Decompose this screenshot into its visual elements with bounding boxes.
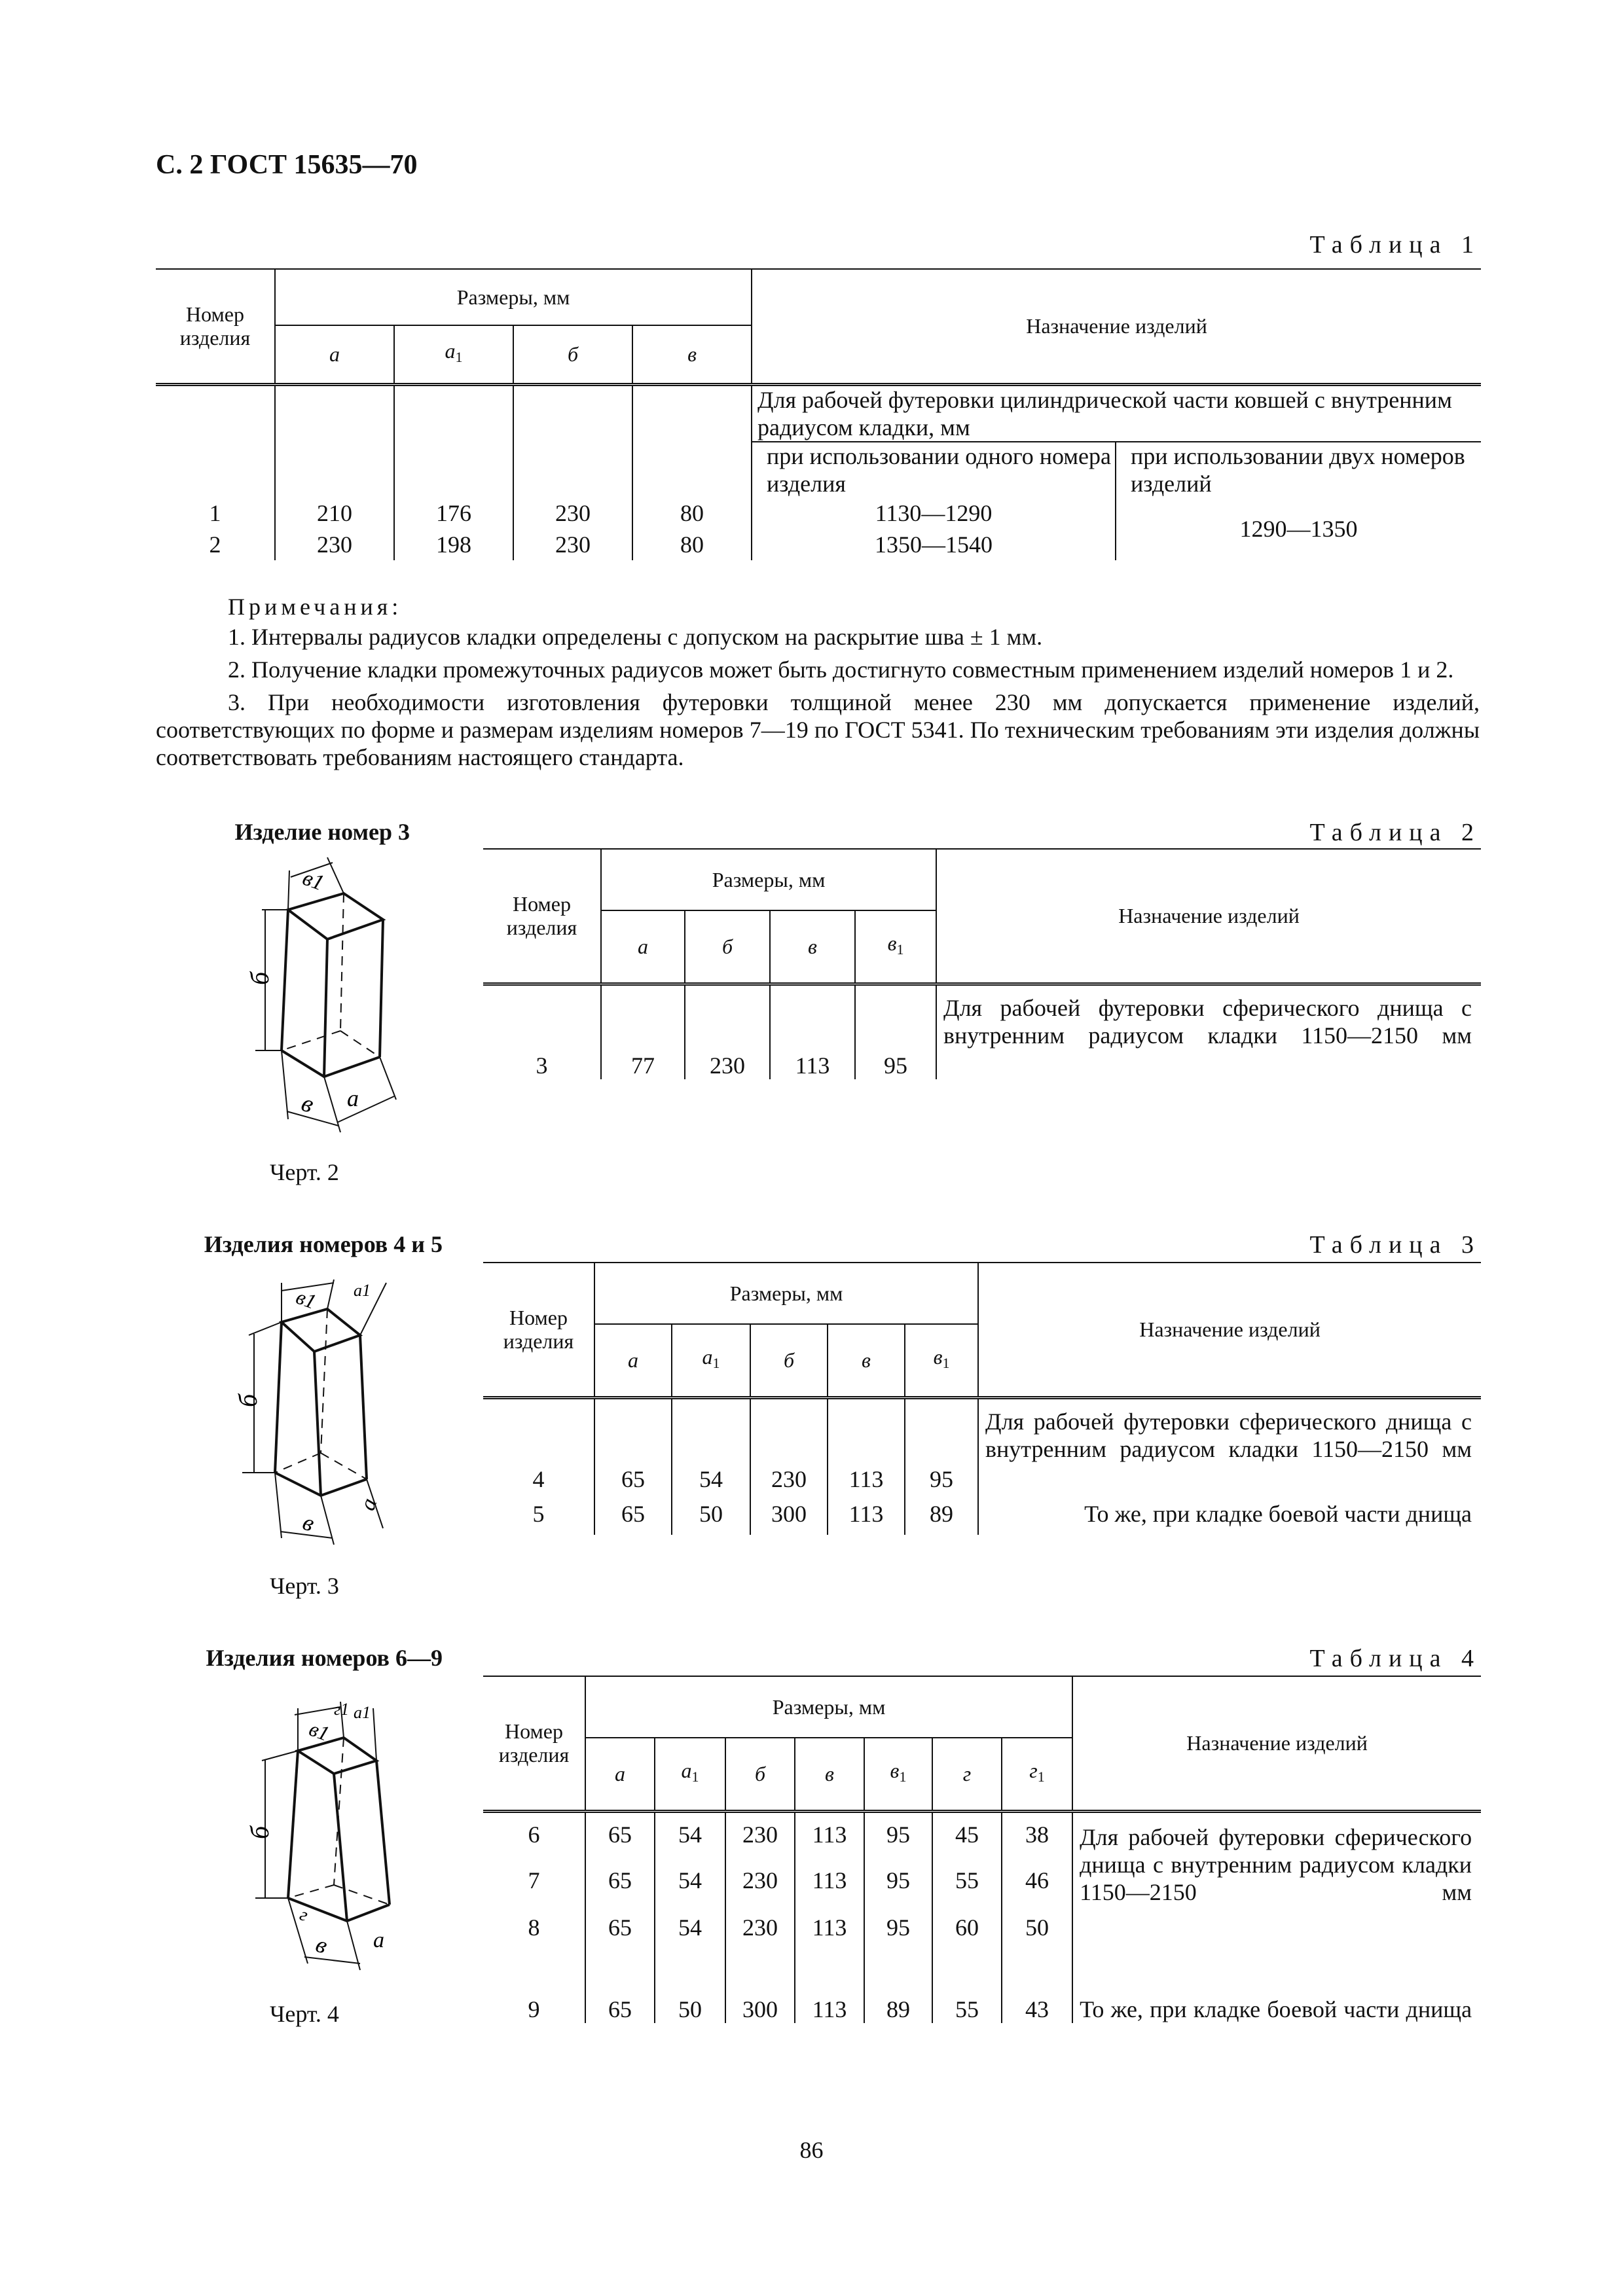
dim-a1: а1 — [354, 1703, 371, 1722]
page-number: 86 — [799, 2137, 824, 2163]
dim-b: б — [245, 1825, 274, 1839]
brick-drawing-4 — [236, 1689, 406, 1977]
t4-col-naznachenie: Назначение изделий — [1072, 1676, 1481, 1811]
t1-col-a1: $а_1$ — [394, 325, 513, 384]
dim-v: в — [299, 1508, 318, 1537]
t4-purpose-1: Для рабочей футеровки сферического днища с внутренним радиусом кладки 1150—2150 мм — [1072, 1811, 1481, 1951]
section4-title: Изделия номеров 6—9 — [206, 1645, 443, 1671]
dim-g: г — [297, 1904, 311, 1926]
dim-g1: г1 — [334, 1700, 350, 1719]
table-row: 5 65 50 300 113 89 То же, при кладке боевой части днища — [483, 1493, 1481, 1535]
dim-a: а — [355, 1495, 382, 1514]
note-1: 1. Интервалы радиусов кладки определены с допуском на раскрытие шва ± 1 мм. — [228, 624, 1043, 650]
table-row: 4 65 54 230 113 95 Для рабочей футеровки сферического днища с внутренним радиусом кладки 1150—2150 мм — [483, 1408, 1481, 1493]
table4: Номер изделия Размеры, мм Назначение изделий а $а_1$ б в $в_1$ г $г_1$ 6 65 54 230 113 95 45 38 Для рабочей футеровки сферического днища с внутренним радиусом кладки 1150—2150 мм 7 65 54 230 113 95 55 46 8 65 54 230 113 95 60 50 9 65 50 300 113 89 55 43 То же, при кладке боевой части днища — [483, 1676, 1481, 2023]
t1-col-nomer: Номер изделия — [156, 269, 275, 384]
table-row: 6 65 54 230 113 95 45 38 Для рабочей футеровки сферического днища с внутренним радиусом кладки 1150—2150 мм — [483, 1811, 1481, 1857]
table-row: 9 65 50 300 113 89 55 43 То же, при кладке боевой части днища — [483, 1951, 1481, 2023]
t4-purpose-2: То же, при кладке боевой части днища — [1072, 1951, 1481, 2023]
dim-v: в — [297, 1088, 318, 1119]
t3-col-nomer: Номер изделия — [483, 1263, 594, 1397]
dim-a1: а1 — [354, 1281, 371, 1300]
table4-label: Таблица 4 — [1309, 1645, 1481, 1672]
dim-v1: в1 — [293, 1284, 320, 1314]
t2-col-naznachenie: Назначение изделий — [936, 849, 1481, 984]
t2-col-nomer: Номер изделия — [483, 849, 601, 984]
table3-label: Таблица 3 — [1309, 1231, 1481, 1259]
dim-v: в — [312, 1930, 331, 1959]
t4-col-nomer: Номер изделия — [483, 1676, 585, 1811]
t3-col-naznachenie: Назначение изделий — [978, 1263, 1481, 1397]
t1-col-b: б — [513, 325, 632, 384]
t1-col-a: а — [275, 325, 394, 384]
t1-sub-one: при использовании одного номера изделия — [752, 442, 1116, 497]
t1-col-v: в — [632, 325, 752, 384]
t2-col-razmery: Размеры, мм — [601, 849, 936, 910]
chert-2: Черт. 2 — [270, 1159, 339, 1185]
table-row: 1 210 176 230 80 1130—1290 1290—1350 — [156, 497, 1481, 529]
page-header: С. 2 ГОСТ 15635—70 — [156, 150, 418, 180]
section3-title: Изделия номеров 4 и 5 — [204, 1231, 443, 1257]
table2: Номер изделия Размеры, мм Назначение изделий а б в $в_1$ 3 77 230 113 95 Для рабочей футеровки сферического днища с внутренним радиусом кладки 1150—2150 мм — [483, 848, 1481, 1079]
t4-col-razmery: Размеры, мм — [585, 1676, 1072, 1738]
dim-b: б — [245, 971, 274, 985]
dim-a: а — [347, 1085, 359, 1111]
table2-label: Таблица 2 — [1309, 819, 1481, 846]
table1-label: Таблица 1 — [1309, 231, 1481, 259]
brick-drawing-2 — [245, 857, 406, 1132]
t1-col-naznachenie: Назначение изделий — [752, 269, 1481, 384]
dim-v1: в1 — [306, 1716, 333, 1746]
t1-r2: 1290—1350 — [1116, 497, 1481, 560]
note-2: 2. Получение кладки промежуточных радиусов может быть достигнуто совместным применением изделий номеров 1 и 2. — [228, 656, 1454, 683]
section2-title: Изделие номер 3 — [234, 819, 410, 845]
table3: Номер изделия Размеры, мм Назначение изделий а $а_1$ б в $в_1$ 4 65 54 230 113 95 Для рабочей футеровки сферического днища с внутренним радиусом кладки 1150—2150 мм 5 65 50 300 113 89 То же, при кладке боевой части днища — [483, 1262, 1481, 1535]
note-3: 3. При необходимости изготовления футеровки толщиной менее 230 мм допускается применение изделий, соответствующих по форме и размерам изделиям номеров 7—19 по ГОСТ 5341. По техническим требованиям эти изделия должны соответствовать требованиям настоящего стандарта. — [156, 689, 1480, 770]
chert-4: Черт. 4 — [270, 2001, 339, 2027]
chert-3: Черт. 3 — [270, 1573, 339, 1599]
table-row: 7 65 54 230 113 95 55 46 — [483, 1857, 1481, 1904]
t1-purpose: Для рабочей футеровки цилиндрической части ковшей с внутренним радиусом кладки, мм — [752, 384, 1481, 442]
t1-col-razmery: Размеры, мм — [275, 269, 752, 325]
table-row: 8 65 54 230 113 95 60 50 — [483, 1904, 1481, 1951]
brick-drawing-3 — [233, 1276, 406, 1551]
table-row: 2 230 198 230 80 1350—1540 — [156, 529, 1481, 560]
table1 — [156, 268, 1481, 560]
dim-v1: в1 — [299, 865, 327, 896]
dim-b: б — [233, 1393, 263, 1407]
notes-title: Примечания: — [228, 594, 403, 620]
t3-col-razmery: Размеры, мм — [594, 1263, 978, 1324]
notes — [156, 593, 1480, 776]
t1-sub-two: при использовании двух номеров изделий — [1116, 442, 1481, 497]
dim-a: а — [373, 1928, 384, 1952]
table-row: 3 77 230 113 95 Для рабочей футеровки сферического днища с внутренним радиусом кладки 1150—2150 мм — [483, 994, 1481, 1079]
